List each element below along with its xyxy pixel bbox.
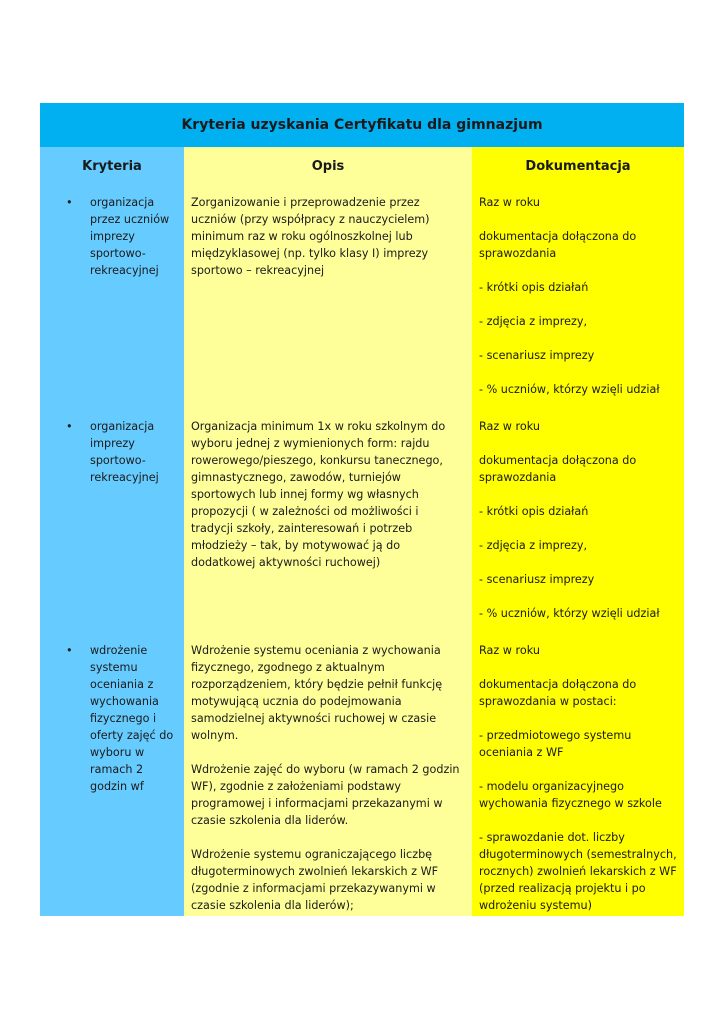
criteria-table bbox=[40, 103, 684, 916]
criterion-text: organizacja imprezy sportowo-rekreacyjnej bbox=[90, 420, 159, 484]
documentation-item: - scenariusz imprezy bbox=[479, 573, 595, 586]
criterion-text: wdrożenie systemu oceniania z wychowania fizycznego i oferty zajęć do wyboru w ramach 2 godzin wf bbox=[90, 644, 174, 793]
documentation-item: - przedmiotowego systemu oceniania z WF bbox=[479, 729, 632, 759]
table-row bbox=[40, 633, 684, 916]
table-row bbox=[40, 409, 684, 633]
description-text: Zorganizowanie i przeprowadzenie przez uczniów (przy współpracy z nauczycielem) minimum raz w roku ogólnoszkolnej lub międzyklasowej (np. tylko klasy I) imprezy sportowo – rekreacyjnej bbox=[191, 196, 430, 277]
bullet-icon: • bbox=[66, 420, 73, 433]
description-text: Wdrożenie zajęć do wyboru (w ramach 2 godzin WF), zgodnie z założeniami podstawy programowej i informacjami przekazanymi w czasie szkolenia dla liderów. bbox=[191, 763, 460, 827]
documentation-item: - modelu organizacyjnego wychowania fizycznego w szkole bbox=[479, 780, 662, 810]
documentation-item: dokumentacja dołączona do sprawozdania bbox=[479, 454, 637, 484]
documentation-item: - zdjęcia z imprezy, bbox=[479, 539, 588, 552]
documentation-item: - % uczniów, którzy wzięli udział bbox=[479, 607, 660, 620]
documentation-item: - sprawozdanie dot. liczby długoterminowych (semestralnych, rocznych) zwolnień lekarskich z WF (przed realizacją projektu i po wdrożeniu systemu) bbox=[479, 831, 677, 912]
documentation-item: Raz w roku bbox=[479, 196, 540, 209]
description-text: Wdrożenie systemu oceniania z wychowania fizycznego, zgodnego z aktualnym rozporządzeniem, który będzie pełnił funkcję motywującą ucznia do podejmowania samodzielnej aktywności ruchowej w czasie wolnym. bbox=[191, 644, 443, 742]
header-opis: Opis bbox=[184, 147, 472, 185]
documentation-item: Raz w roku bbox=[479, 420, 540, 433]
documentation-item: - scenariusz imprezy bbox=[479, 349, 595, 362]
criterion-text: organizacja przez uczniów imprezy sportowo-rekreacyjnej bbox=[90, 196, 170, 277]
documentation-item: - krótki opis działań bbox=[479, 505, 589, 518]
table-row bbox=[40, 185, 684, 409]
header-dokumentacja: Dokumentacja bbox=[472, 147, 684, 185]
description-text: Organizacja minimum 1x w roku szkolnym do wyboru jednej z wymienionych form: rajdu rowerowego/pieszego, konkursu tanecznego, gimnastycznego, zawodów, turniejów sportowych lub innej formy wg własnych propozycji ( w zależności od możliwości i tradycji szkoły, zainteresowań i potrzeb młodzieży – tak, by motywować ją do dodatkowej aktywności ruchowej) bbox=[191, 420, 446, 569]
documentation-item: - krótki opis działań bbox=[479, 281, 589, 294]
documentation-item: - % uczniów, którzy wzięli udział bbox=[479, 383, 660, 396]
table-title: Kryteria uzyskania Certyfikatu dla gimnazjum bbox=[40, 103, 684, 147]
documentation-item: dokumentacja dołączona do sprawozdania w postaci: bbox=[479, 678, 637, 708]
bullet-icon: • bbox=[66, 644, 73, 657]
header-kryteria: Kryteria bbox=[40, 147, 184, 185]
documentation-item: dokumentacja dołączona do sprawozdania bbox=[479, 230, 637, 260]
description-text: Wdrożenie systemu ograniczającego liczbę długoterminowych zwolnień lekarskich z WF (zgodnie z informacjami przekazywanymi w czasie szkolenia dla liderów); bbox=[191, 848, 439, 912]
documentation-item: - zdjęcia z imprezy, bbox=[479, 315, 588, 328]
documentation-item: Raz w roku bbox=[479, 644, 540, 657]
bullet-icon: • bbox=[66, 196, 73, 209]
